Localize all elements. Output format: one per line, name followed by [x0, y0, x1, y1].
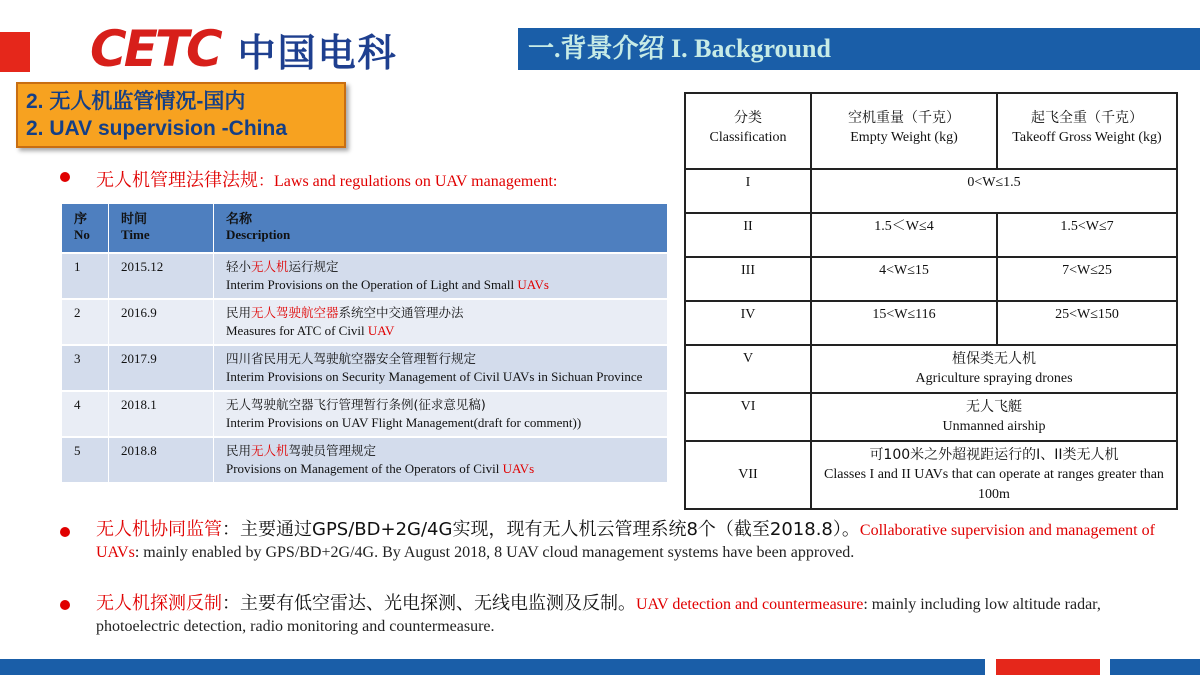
- class-label: III: [685, 257, 811, 301]
- laws-table-header: [62, 204, 668, 252]
- footer-red-bar: [996, 659, 1100, 675]
- row-description: 民用无人驾驶航空器系统空中交通管理办法 Measures for ATC of Civil UAV: [214, 298, 668, 344]
- row-no: 4: [62, 390, 109, 436]
- logo-chinese: 中国电科: [237, 30, 398, 75]
- class-gross-weight: 7<W≤25: [997, 257, 1177, 301]
- row-no: 2: [62, 298, 109, 344]
- row-time: 2018.1: [109, 390, 214, 436]
- row-description: 无人驾驶航空器飞行管理暂行条例(征求意见稿) Interim Provisions on UAV Flight Management(draft for comment)): [214, 390, 668, 436]
- col-time-header: 时间 Time: [109, 204, 214, 252]
- col-description-header: 名称 Description: [214, 204, 668, 252]
- laws-heading-zh: 无人机管理法律法: [96, 170, 240, 191]
- table-row: [685, 257, 1177, 301]
- class-empty-weight: 15<W≤116: [811, 301, 997, 345]
- class-label: I: [685, 169, 811, 213]
- bullet-collaborative: 无人机协同监管：主要通过GPS/BD+2G/4G实现，现有无人机云管理系统8个（截至2018.8）。Collaborative supervision and management of UAVs: mainly enabled by GPS/BD+2G/4G. By August 2018, 8 UAV cloud management systems have been approved.: [96, 519, 1155, 561]
- row-no: 1: [62, 252, 109, 298]
- class-label: V: [685, 345, 811, 393]
- bullet-laws: 无人机管理法律法规：Laws and regulations on UAV management:: [96, 170, 558, 191]
- bullet-detection: 无人机探测反制：主要有低空雷达、光电探测、无线电监测及反制。UAV detection and countermeasure: mainly including low altitude radar, photoelectric detection, radio monitoring and countermeasure.: [96, 593, 1101, 635]
- col-gross-weight-header: 起飞全重（千克） Takeoff Gross Weight (kg): [997, 93, 1177, 169]
- row-time: 2016.9: [109, 298, 214, 344]
- row-description: 民用无人机驾驶员管理规定 Provisions on Management of the Operators of Civil UAVs: [214, 436, 668, 482]
- subtitle-line-en: 2. UAV supervision -China: [26, 117, 287, 140]
- footer-blue-bar-right: [1110, 659, 1200, 675]
- class-gross-weight: 1.5<W≤7: [997, 213, 1177, 257]
- class-label: VI: [685, 393, 811, 441]
- col-empty-weight-header: 空机重量（千克） Empty Weight (kg): [811, 93, 997, 169]
- subtitle-box: [16, 82, 346, 148]
- class-label: IV: [685, 301, 811, 345]
- detection-heading-zh: 无人机探测反制: [96, 593, 222, 614]
- bullet-dot: [60, 600, 70, 610]
- col-classification-header: 分类 Classification: [685, 93, 811, 169]
- table-row: [62, 252, 668, 298]
- row-time: 2018.8: [109, 436, 214, 482]
- detection-heading-en: UAV detection and countermeasure: [636, 596, 864, 613]
- footer-blue-bar: [0, 659, 985, 675]
- table-row: [685, 213, 1177, 257]
- row-no: 3: [62, 344, 109, 390]
- table-row: [685, 441, 1177, 509]
- header-red-tab: [0, 32, 30, 72]
- class-empty-weight: 1.5＜W≤4: [811, 213, 997, 257]
- section-title: 一.背景介绍 I. Background: [528, 34, 831, 63]
- row-description: 轻小无人机运行规定 Interim Provisions on the Operation of Light and Small UAVs: [214, 252, 668, 298]
- cetc-logo: [90, 20, 398, 78]
- class-label: VII: [685, 441, 811, 509]
- class-description: 可100米之外超视距运行的I、II类无人机 Classes I and II UAVs that can operate at ranges greater than 100m: [811, 441, 1177, 509]
- table-row: [62, 344, 668, 390]
- class-gross-weight: 25<W≤150: [997, 301, 1177, 345]
- collab-heading-en: Collaborative supervision and management of UAVs: [96, 522, 1155, 561]
- class-label: II: [685, 213, 811, 257]
- class-description: 无人飞艇 Unmanned airship: [811, 393, 1177, 441]
- class-description: 植保类无人机 Agriculture spraying drones: [811, 345, 1177, 393]
- bullet-dot: [60, 172, 70, 182]
- row-no: 5: [62, 436, 109, 482]
- table-row: [62, 436, 668, 482]
- class-empty-weight: 4<W≤15: [811, 257, 997, 301]
- bullet-dot: [60, 527, 70, 537]
- table-row: [685, 393, 1177, 441]
- col-no-header: 序 No: [62, 204, 109, 252]
- collab-heading-zh: 无人机协同监管: [96, 519, 222, 540]
- table-row: [685, 345, 1177, 393]
- row-time: 2017.9: [109, 344, 214, 390]
- table-row: [62, 298, 668, 344]
- laws-table: [62, 204, 668, 482]
- table-row: [685, 301, 1177, 345]
- class-table-header: [685, 93, 1177, 169]
- logo-latin: CETC: [90, 20, 220, 78]
- classification-table: [684, 92, 1178, 510]
- table-row: [685, 169, 1177, 213]
- row-description: 四川省民用无人驾驶航空器安全管理暂行规定 Interim Provisions on Security Management of Civil UAVs in Sichuan Province: [214, 344, 668, 390]
- class-weight-merged: 0<W≤1.5: [811, 169, 1177, 213]
- table-row: [62, 390, 668, 436]
- section-title-bar: [518, 28, 1200, 70]
- row-time: 2015.12: [109, 252, 214, 298]
- laws-heading-en: Laws and regulations on UAV management:: [274, 173, 558, 190]
- subtitle-line-zh: 2. 无人机监管情况-国内: [26, 90, 246, 113]
